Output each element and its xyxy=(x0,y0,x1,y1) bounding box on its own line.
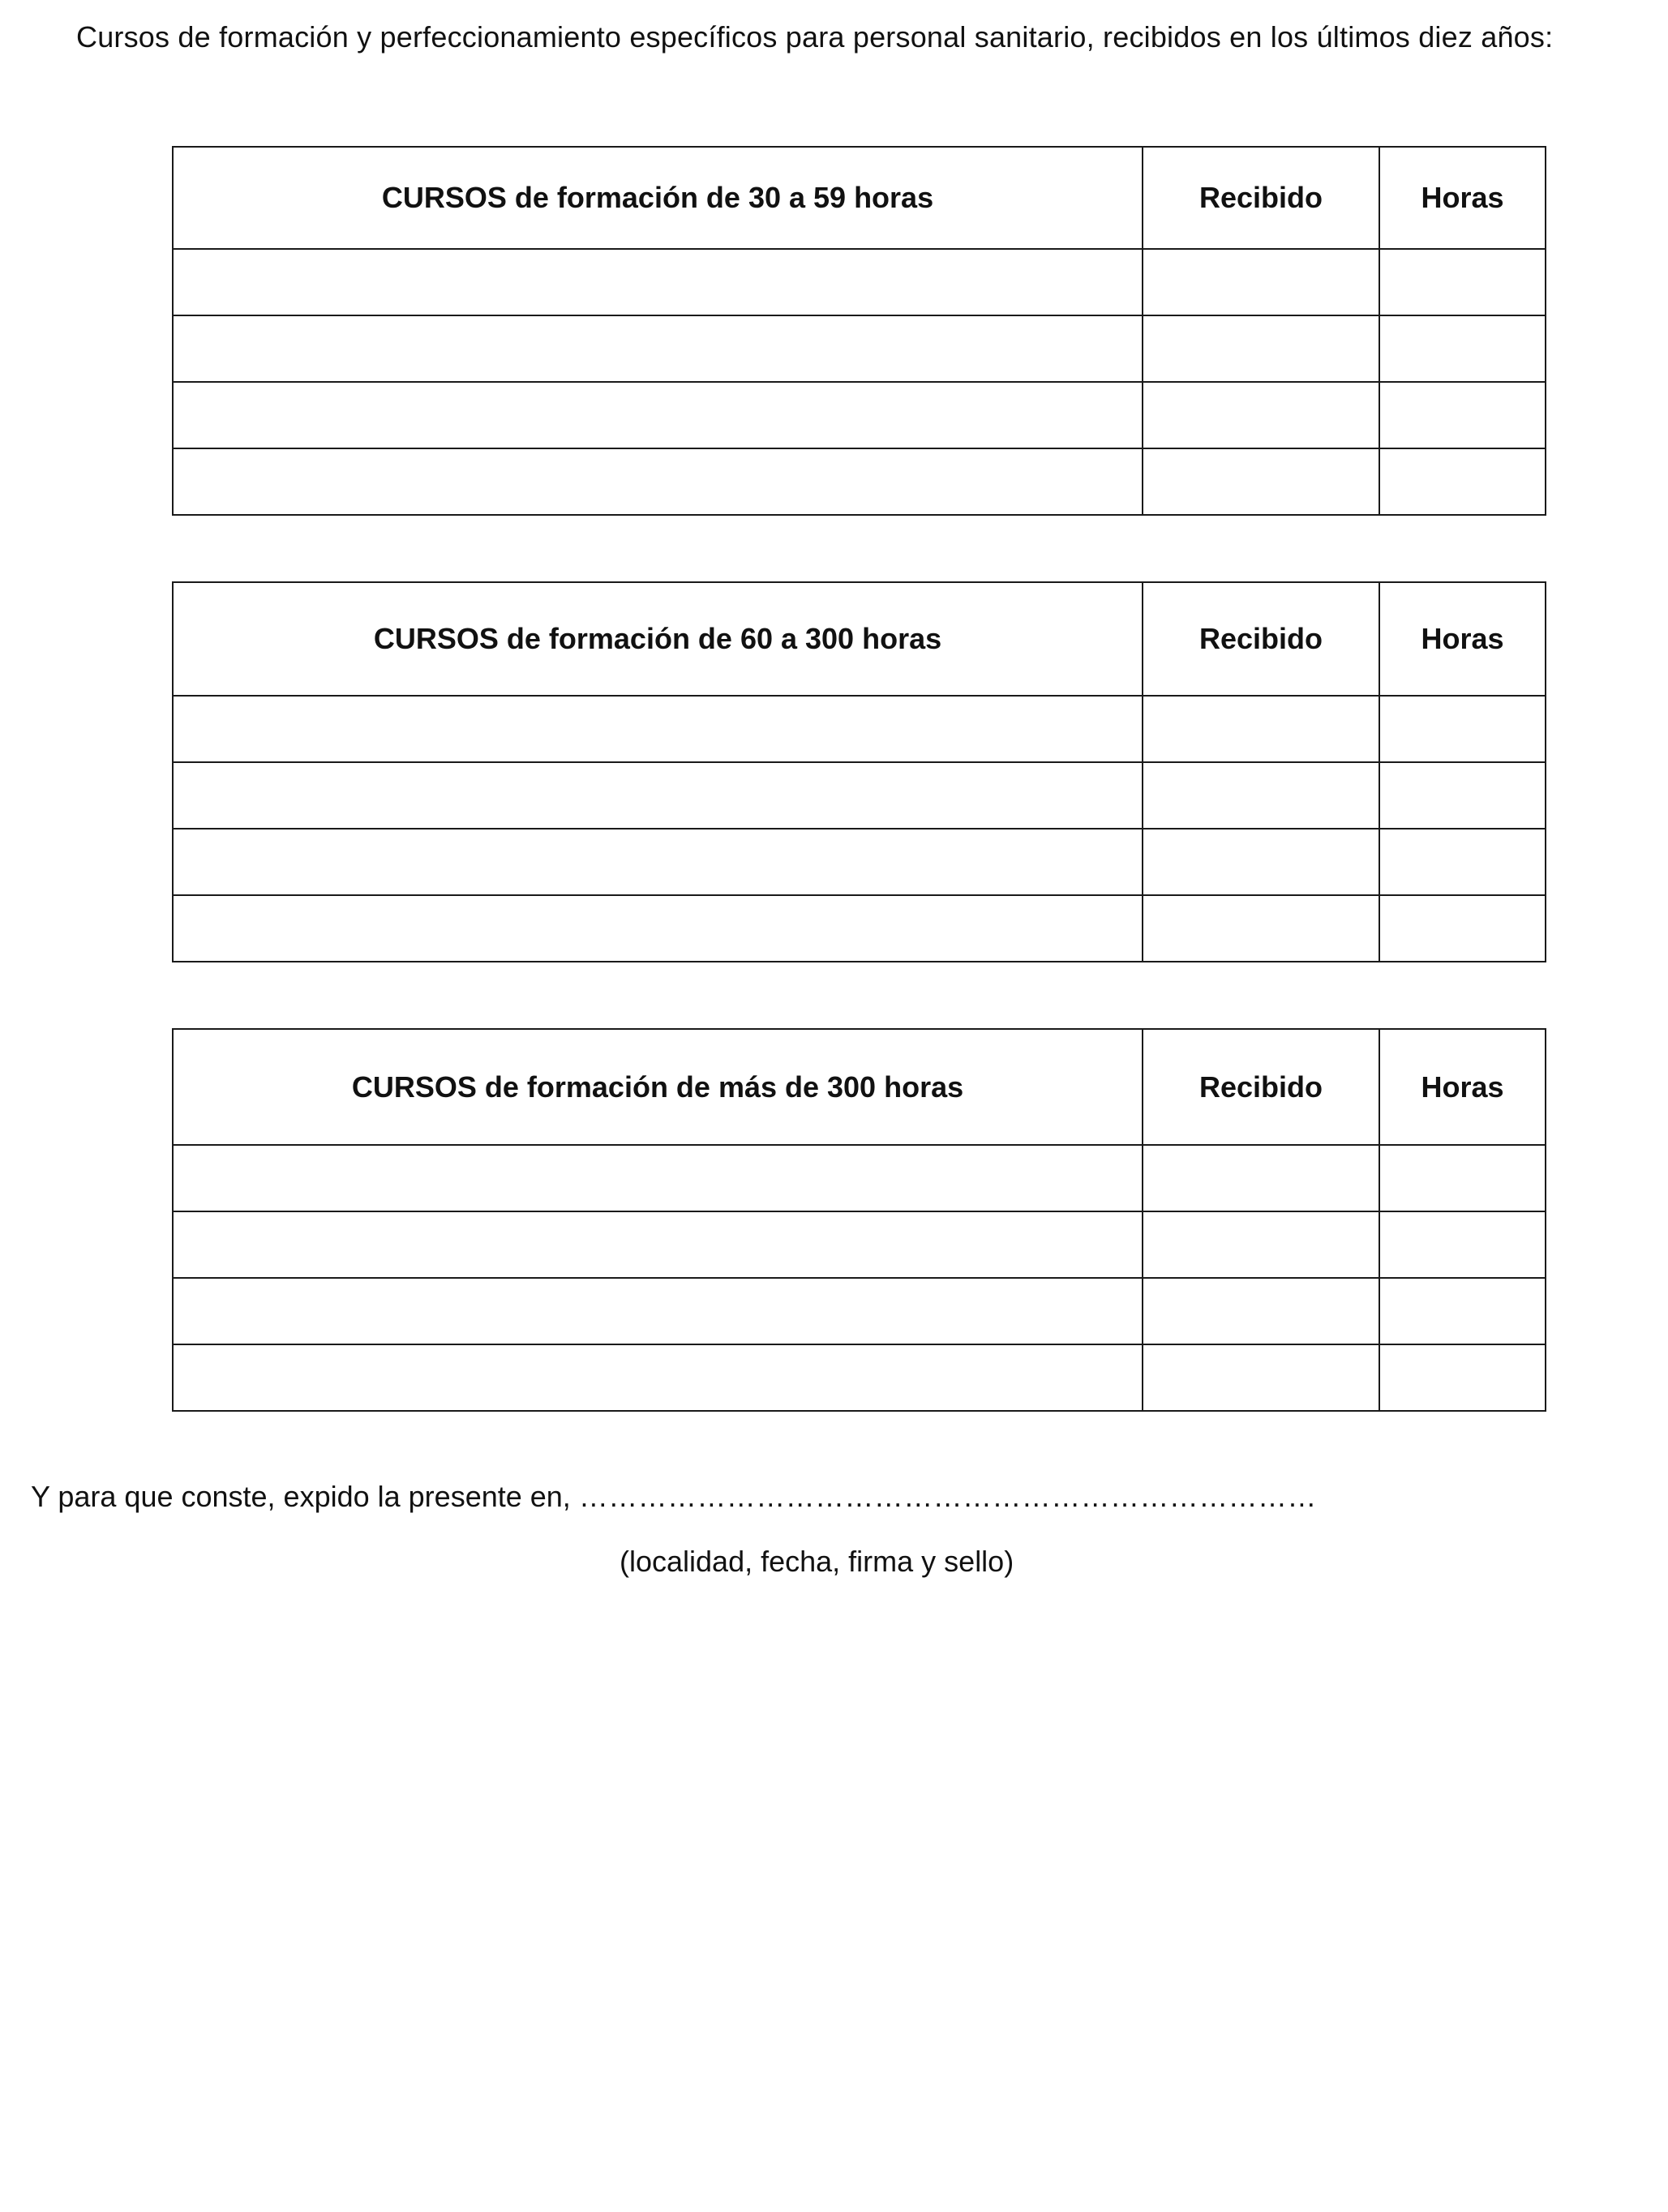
table-header-row xyxy=(173,1029,1546,1145)
intro-text: Cursos de formación y perfeccionamiento específicos para personal sanitario, recibidos en los últimos diez años: xyxy=(76,20,1554,54)
table-title: CURSOS de formación de 30 a 59 horas xyxy=(173,147,1143,249)
table-header-row xyxy=(173,582,1546,696)
courses-60-300-table xyxy=(172,581,1546,962)
column-header-received: Recibido xyxy=(1143,147,1379,249)
courses-over-300-table xyxy=(172,1028,1546,1412)
hours-cell[interactable] xyxy=(1379,382,1546,448)
course-name-cell[interactable] xyxy=(173,315,1143,382)
course-name-cell[interactable] xyxy=(173,829,1143,895)
column-header-received: Recibido xyxy=(1143,1029,1379,1145)
course-name-cell[interactable] xyxy=(173,1344,1143,1411)
courses-30-59-table xyxy=(172,146,1546,516)
course-name-cell[interactable] xyxy=(173,762,1143,829)
received-cell[interactable] xyxy=(1143,829,1379,895)
received-cell[interactable] xyxy=(1143,1211,1379,1278)
table-row xyxy=(173,315,1546,382)
hours-cell[interactable] xyxy=(1379,829,1546,895)
table-row xyxy=(173,829,1546,895)
received-cell[interactable] xyxy=(1143,696,1379,762)
received-cell[interactable] xyxy=(1143,448,1379,515)
received-cell[interactable] xyxy=(1143,249,1379,315)
hours-cell[interactable] xyxy=(1379,1344,1546,1411)
column-header-hours: Horas xyxy=(1379,147,1546,249)
received-cell[interactable] xyxy=(1143,1145,1379,1211)
table-row xyxy=(173,1278,1546,1344)
hours-cell[interactable] xyxy=(1379,895,1546,962)
signature-note: (localidad, fecha, firma y sello) xyxy=(620,1545,1014,1578)
course-name-cell[interactable] xyxy=(173,382,1143,448)
closing-text: Y para que conste, expido la presente en, xyxy=(31,1480,579,1513)
table-row xyxy=(173,448,1546,515)
course-name-cell[interactable] xyxy=(173,448,1143,515)
received-cell[interactable] xyxy=(1143,895,1379,962)
hours-cell[interactable] xyxy=(1379,696,1546,762)
location-date-fill-line[interactable]: ………………………………………………………………… xyxy=(578,1480,1317,1513)
table-header-row xyxy=(173,147,1546,249)
column-header-hours: Horas xyxy=(1379,582,1546,696)
table-row xyxy=(173,1211,1546,1278)
hours-cell[interactable] xyxy=(1379,1278,1546,1344)
column-header-received: Recibido xyxy=(1143,582,1379,696)
course-name-cell[interactable] xyxy=(173,696,1143,762)
table-row xyxy=(173,382,1546,448)
received-cell[interactable] xyxy=(1143,315,1379,382)
course-name-cell[interactable] xyxy=(173,1211,1143,1278)
closing-statement xyxy=(31,1477,1317,1516)
hours-cell[interactable] xyxy=(1379,762,1546,829)
hours-cell[interactable] xyxy=(1379,249,1546,315)
received-cell[interactable] xyxy=(1143,382,1379,448)
course-name-cell[interactable] xyxy=(173,249,1143,315)
hours-cell[interactable] xyxy=(1379,315,1546,382)
table-title: CURSOS de formación de más de 300 horas xyxy=(173,1029,1143,1145)
course-name-cell[interactable] xyxy=(173,1145,1143,1211)
column-header-hours: Horas xyxy=(1379,1029,1546,1145)
table-row xyxy=(173,696,1546,762)
received-cell[interactable] xyxy=(1143,1278,1379,1344)
table-title: CURSOS de formación de 60 a 300 horas xyxy=(173,582,1143,696)
table-row xyxy=(173,249,1546,315)
received-cell[interactable] xyxy=(1143,762,1379,829)
received-cell[interactable] xyxy=(1143,1344,1379,1411)
table-row xyxy=(173,895,1546,962)
hours-cell[interactable] xyxy=(1379,1145,1546,1211)
course-name-cell[interactable] xyxy=(173,1278,1143,1344)
hours-cell[interactable] xyxy=(1379,1211,1546,1278)
table-row xyxy=(173,762,1546,829)
table-row xyxy=(173,1344,1546,1411)
table-row xyxy=(173,1145,1546,1211)
course-name-cell[interactable] xyxy=(173,895,1143,962)
hours-cell[interactable] xyxy=(1379,448,1546,515)
